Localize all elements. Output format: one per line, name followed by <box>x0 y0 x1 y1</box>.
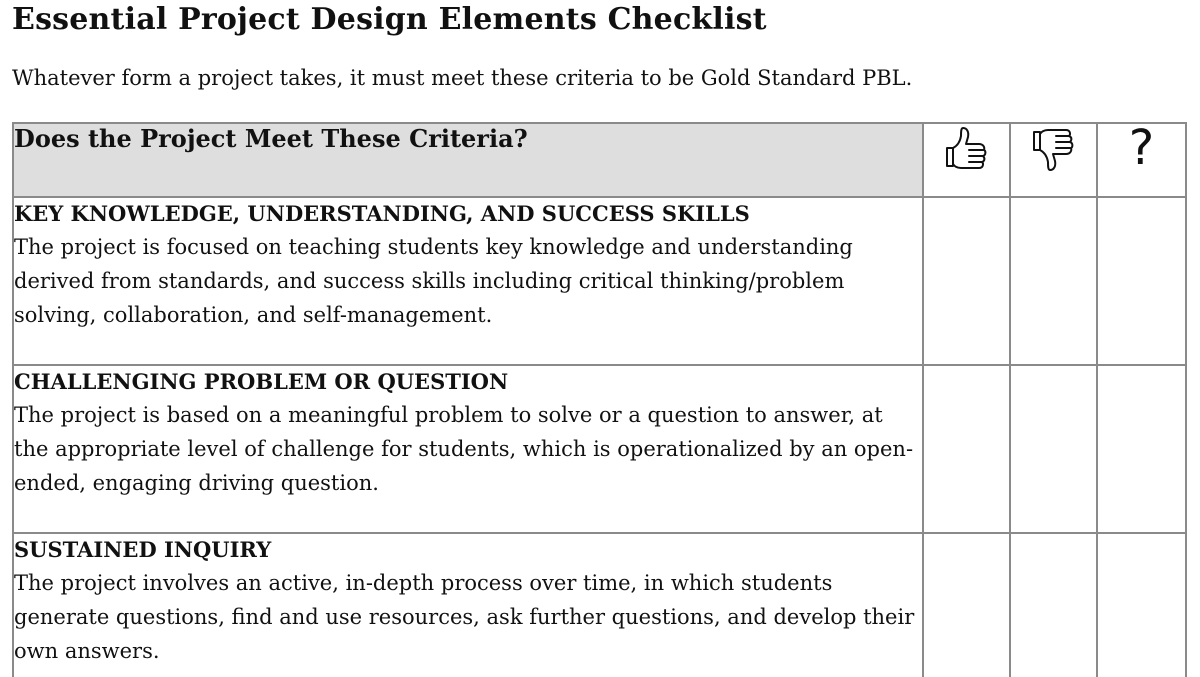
thumbs-up-column-header <box>923 123 1010 197</box>
table-row <box>13 197 1186 365</box>
thumbs-up-icon <box>924 124 1009 174</box>
thumbs-down-check-cell[interactable] <box>1010 197 1097 365</box>
table-row <box>13 365 1186 533</box>
criteria-title: KEY KNOWLEDGE, UNDERSTANDING, AND SUCCESS SKILLS <box>14 201 750 226</box>
criteria-title: CHALLENGING PROBLEM OR QUESTION <box>14 369 509 394</box>
page-title: Essential Project Design Elements Checklist <box>12 2 767 37</box>
page-subtitle: Whatever form a project takes, it must meet these criteria to be Gold Standard PBL. <box>12 66 913 90</box>
thumbs-up-check-cell[interactable] <box>923 533 1010 677</box>
criteria-cell <box>13 197 923 365</box>
thumbs-up-check-cell[interactable] <box>923 197 1010 365</box>
criteria-table <box>12 122 1187 677</box>
question-column-header <box>1097 120 1186 197</box>
question-check-cell[interactable] <box>1097 365 1186 533</box>
criteria-description: The project is based on a meaningful problem to solve or a question to answer, at the appropriate level of challenge for students, which is operationalized by an open-ended, engaging driving question. <box>14 403 914 495</box>
table-header-row <box>13 123 1186 197</box>
question-check-cell[interactable] <box>1097 197 1186 365</box>
thumbs-down-column-header <box>1010 123 1097 197</box>
criteria-description: The project involves an active, in-depth process over time, in which students generate questions, find and use resources, ask further questions, and develop their own answers. <box>14 571 915 663</box>
question-check-cell[interactable] <box>1097 533 1186 677</box>
thumbs-down-check-cell[interactable] <box>1010 365 1097 533</box>
criteria-column-header: Does the Project Meet These Criteria? <box>13 123 923 197</box>
criteria-cell <box>13 365 923 533</box>
thumbs-down-check-cell[interactable] <box>1010 533 1097 677</box>
table-row <box>13 533 1186 677</box>
criteria-description: The project is focused on teaching students key knowledge and understanding derived from standards, and success skills including critical thinking/problem solving, collaboration, and self-management. <box>14 235 853 327</box>
criteria-cell <box>13 533 923 677</box>
thumbs-up-check-cell[interactable] <box>923 365 1010 533</box>
question-mark-icon: ? <box>1128 120 1155 176</box>
criteria-title: SUSTAINED INQUIRY <box>14 537 272 562</box>
thumbs-down-icon <box>1011 124 1096 174</box>
